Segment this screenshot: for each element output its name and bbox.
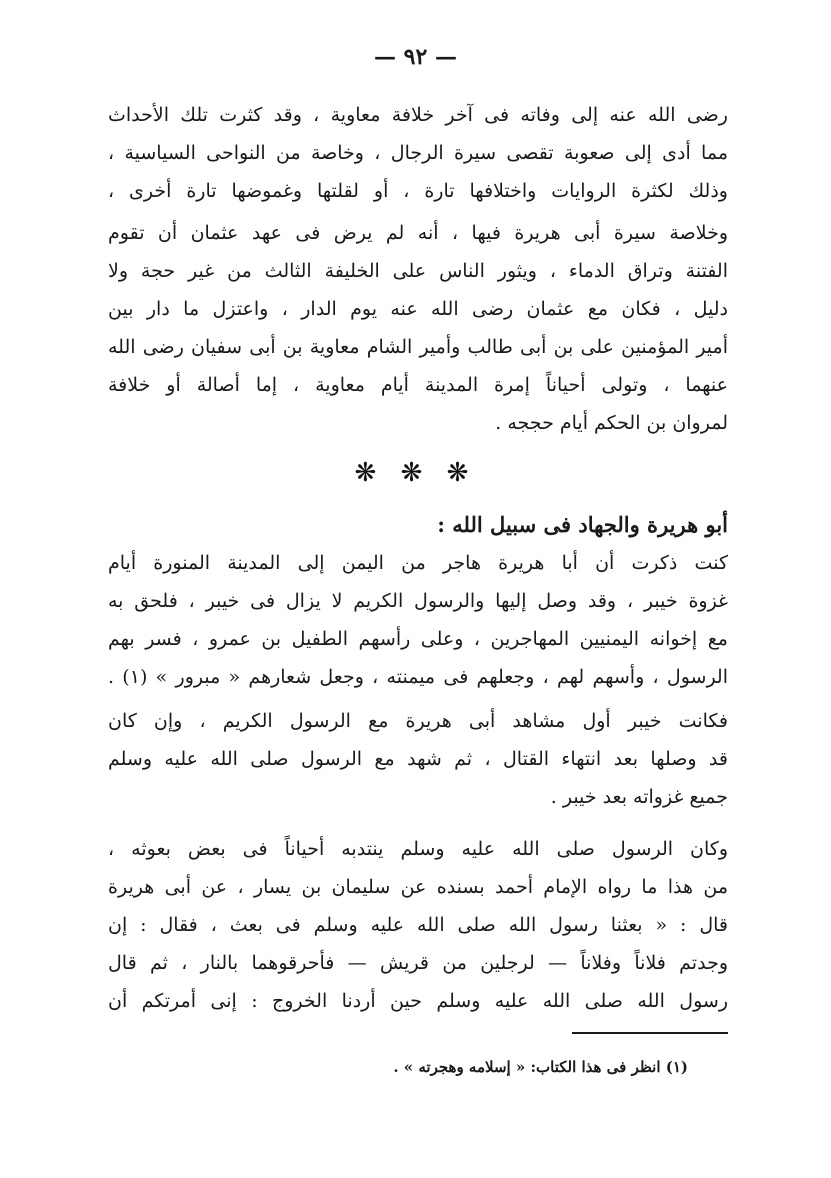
ornament-separator: ❋ ❋ ❋ [354, 458, 477, 488]
text-line: مما أدى إلى صعوبة تقصى سيرة الرجال ، وخاصة من النواحى السياسية ، [108, 142, 728, 164]
text-line: الرسول ، وأسهم لهم ، وجعلهم فى ميمنته ، وجعل شعارهم « مبرور » (١) . [108, 666, 728, 688]
text-line: وذلك لكثرة الروايات واختلافها تارة ، أو لقلتها وغموضها تارة أخرى ، [108, 180, 728, 202]
section-paragraph-1 [108, 544, 728, 696]
text-line: وخلاصة سيرة أبى هريرة فيها ، أنه لم يرض فى عهد عثمان أن تقوم [108, 222, 728, 244]
paragraph-2 [108, 214, 728, 442]
section-heading: أبو هريرة والجهاد فى سبيل الله : [437, 512, 728, 537]
text-line: رضى الله عنه إلى وفاته فى آخر خلافة معاوية ، وقد كثرت تلك الأحداث [108, 104, 728, 126]
text-line: عنهما ، وتولى أحياناً إمرة المدينة أيام معاوية ، إما أصالة أو خلافة [108, 374, 728, 396]
footnote-divider [572, 1032, 728, 1034]
section-paragraph-3 [108, 830, 728, 1020]
section-paragraph-2 [108, 702, 728, 816]
text-line: فكانت خيبر أول مشاهد أبى هريرة مع الرسول الكريم ، وإن كان [108, 710, 728, 732]
paragraph-1 [108, 96, 728, 210]
text-line: غزوة خيبر ، وقد وصل إليها والرسول الكريم لا يزال فى خيبر ، فلحق به [108, 590, 728, 612]
text-line: أمير المؤمنين على بن أبى طالب وأمير الشام معاوية بن أبى سفيان رضى الله [108, 336, 728, 358]
page-number: — ٩٢ — [374, 44, 457, 70]
text-line: مع إخوانه اليمنيين المهاجرين ، وعلى رأسهم الطفيل بن عمرو ، فسر بهم [108, 628, 728, 650]
text-line: رسول الله صلى الله عليه وسلم حين أردنا الخروج : إنى أمرتكم أن [108, 990, 728, 1012]
text-line: لمروان بن الحكم أيام حججه . [495, 412, 728, 434]
text-line: دليل ، فكان مع عثمان رضى الله عنه يوم الدار ، واعتزل ما دار بين [108, 298, 728, 320]
text-line: الفتنة وتراق الدماء ، ويثور الناس على الخليفة الثالث من غير حجة ولا [108, 260, 728, 282]
text-line: قد وصلها بعد انتهاء القتال ، ثم شهد مع الرسول صلى الله عليه وسلم [108, 748, 728, 770]
text-line: من هذا ما رواه الإمام أحمد بسنده عن سليمان بن يسار ، عن أبى هريرة [108, 876, 728, 898]
text-line: قال : « بعثنا رسول الله صلى الله عليه وسلم فى بعث ، فقال : إن [108, 914, 728, 936]
text-line: كنت ذكرت أن أبا هريرة هاجر من اليمن إلى المدينة المنورة أيام [108, 552, 728, 574]
footnote: (١) انظر فى هذا الكتاب: « إسلامه وهجرته » . [393, 1058, 688, 1076]
text-line: جميع غزواته بعد خيبر . [550, 786, 728, 808]
text-line: وكان الرسول صلى الله عليه وسلم ينتدبه أحياناً فى بعض بعوثه ، [108, 838, 728, 860]
text-line: وجدتم فلاناً وفلاناً — لرجلين من قريش — فأحرقوهما بالنار ، ثم قال [108, 952, 728, 974]
